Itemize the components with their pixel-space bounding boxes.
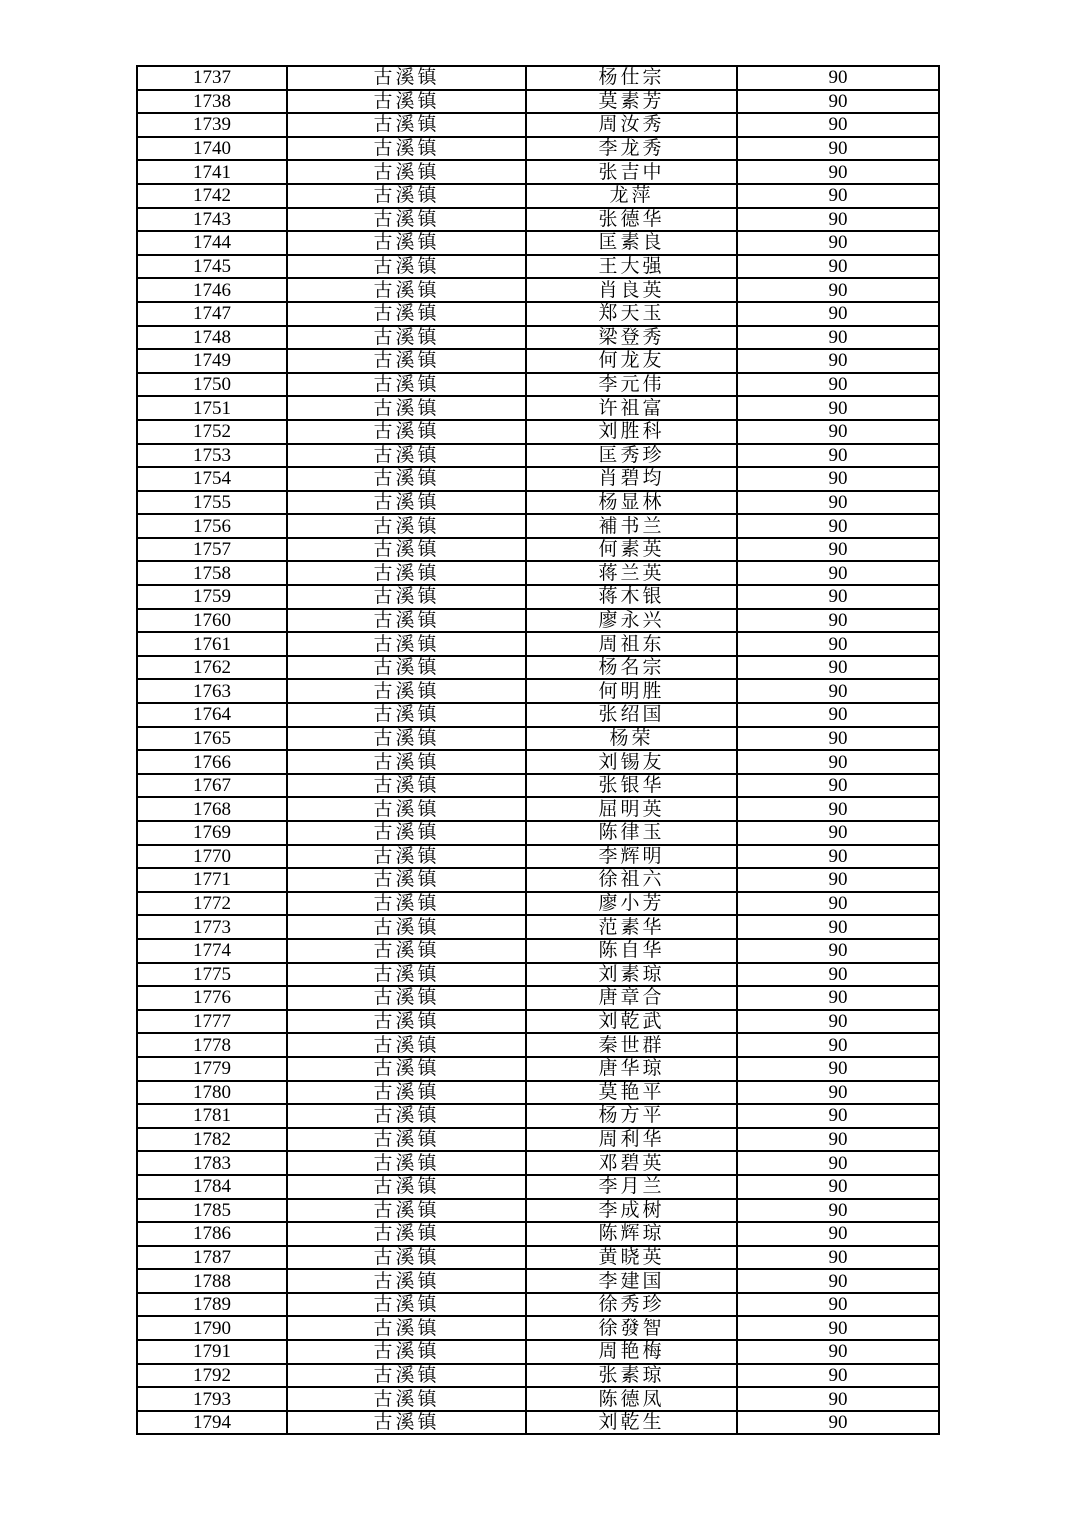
serial-number-cell: 1753 — [137, 444, 287, 468]
person-name-cell: 周祖东 — [526, 632, 737, 656]
town-cell: 古溪镇 — [287, 1293, 526, 1317]
score-cell: 90 — [737, 703, 939, 727]
town-cell: 古溪镇 — [287, 892, 526, 916]
person-name-cell: 范素华 — [526, 915, 737, 939]
serial-number-cell: 1793 — [137, 1387, 287, 1411]
score-cell: 90 — [737, 1151, 939, 1175]
town-cell: 古溪镇 — [287, 1199, 526, 1223]
table-row — [137, 66, 939, 90]
town-cell: 古溪镇 — [287, 373, 526, 397]
table-row — [137, 444, 939, 468]
table-row — [137, 326, 939, 350]
person-name-cell: 杨名宗 — [526, 656, 737, 680]
serial-number-cell: 1769 — [137, 821, 287, 845]
town-cell: 古溪镇 — [287, 797, 526, 821]
table-row — [137, 750, 939, 774]
town-cell: 古溪镇 — [287, 1316, 526, 1340]
table-row — [137, 467, 939, 491]
person-name-cell: 刘胜科 — [526, 420, 737, 444]
table-row — [137, 90, 939, 114]
person-name-cell: 张绍国 — [526, 703, 737, 727]
person-name-cell: 匡素良 — [526, 231, 737, 255]
score-cell: 90 — [737, 1246, 939, 1270]
person-name-cell: 肖良英 — [526, 278, 737, 302]
score-cell: 90 — [737, 727, 939, 751]
score-cell: 90 — [737, 656, 939, 680]
table-row — [137, 1293, 939, 1317]
person-name-cell: 何明胜 — [526, 679, 737, 703]
table-row — [137, 845, 939, 869]
score-cell: 90 — [737, 821, 939, 845]
table-row — [137, 939, 939, 963]
score-cell: 90 — [737, 326, 939, 350]
town-cell: 古溪镇 — [287, 467, 526, 491]
table-row — [137, 1010, 939, 1034]
serial-number-cell: 1757 — [137, 538, 287, 562]
person-name-cell: 補书兰 — [526, 514, 737, 538]
score-cell: 90 — [737, 561, 939, 585]
person-name-cell: 陈自华 — [526, 939, 737, 963]
table-row — [137, 656, 939, 680]
person-name-cell: 唐章合 — [526, 986, 737, 1010]
town-cell: 古溪镇 — [287, 208, 526, 232]
serial-number-cell: 1742 — [137, 184, 287, 208]
town-cell: 古溪镇 — [287, 1010, 526, 1034]
person-name-cell: 梁登秀 — [526, 326, 737, 350]
town-cell: 古溪镇 — [287, 113, 526, 137]
score-cell: 90 — [737, 278, 939, 302]
serial-number-cell: 1788 — [137, 1269, 287, 1293]
score-cell: 90 — [737, 915, 939, 939]
score-cell: 90 — [737, 491, 939, 515]
person-name-cell: 杨方平 — [526, 1104, 737, 1128]
score-cell: 90 — [737, 467, 939, 491]
town-cell: 古溪镇 — [287, 349, 526, 373]
person-name-cell: 周汝秀 — [526, 113, 737, 137]
score-cell: 90 — [737, 1010, 939, 1034]
table-row — [137, 1316, 939, 1340]
serial-number-cell: 1739 — [137, 113, 287, 137]
person-name-cell: 徐祖六 — [526, 868, 737, 892]
person-name-cell: 秦世群 — [526, 1033, 737, 1057]
score-cell: 90 — [737, 1033, 939, 1057]
person-name-cell: 张素琼 — [526, 1364, 737, 1388]
town-cell: 古溪镇 — [287, 90, 526, 114]
town-cell: 古溪镇 — [287, 396, 526, 420]
serial-number-cell: 1755 — [137, 491, 287, 515]
town-cell: 古溪镇 — [287, 160, 526, 184]
town-cell: 古溪镇 — [287, 1104, 526, 1128]
person-name-cell: 周艳梅 — [526, 1340, 737, 1364]
person-name-cell: 张德华 — [526, 208, 737, 232]
score-cell: 90 — [737, 255, 939, 279]
person-name-cell: 邓碧英 — [526, 1151, 737, 1175]
serial-number-cell: 1741 — [137, 160, 287, 184]
table-row — [137, 255, 939, 279]
person-name-cell: 屈明英 — [526, 797, 737, 821]
score-cell: 90 — [737, 231, 939, 255]
score-cell: 90 — [737, 373, 939, 397]
score-cell: 90 — [737, 90, 939, 114]
person-name-cell: 刘乾生 — [526, 1411, 737, 1435]
score-cell: 90 — [737, 939, 939, 963]
table-row — [137, 514, 939, 538]
town-cell: 古溪镇 — [287, 514, 526, 538]
table-row — [137, 208, 939, 232]
town-cell: 古溪镇 — [287, 679, 526, 703]
score-cell: 90 — [737, 396, 939, 420]
town-cell: 古溪镇 — [287, 66, 526, 90]
score-cell: 90 — [737, 137, 939, 161]
town-cell: 古溪镇 — [287, 939, 526, 963]
table-row — [137, 1199, 939, 1223]
person-name-cell: 陈辉琼 — [526, 1222, 737, 1246]
score-cell: 90 — [737, 349, 939, 373]
person-name-cell: 徐發智 — [526, 1316, 737, 1340]
table-row — [137, 868, 939, 892]
town-cell: 古溪镇 — [287, 561, 526, 585]
town-cell: 古溪镇 — [287, 1081, 526, 1105]
table-row — [137, 184, 939, 208]
serial-number-cell: 1778 — [137, 1033, 287, 1057]
person-name-cell: 郑天玉 — [526, 302, 737, 326]
score-cell: 90 — [737, 632, 939, 656]
score-cell: 90 — [737, 1104, 939, 1128]
town-cell: 古溪镇 — [287, 656, 526, 680]
score-cell: 90 — [737, 585, 939, 609]
serial-number-cell: 1775 — [137, 963, 287, 987]
table-row — [137, 1057, 939, 1081]
table-row — [137, 892, 939, 916]
score-cell: 90 — [737, 797, 939, 821]
table-row — [137, 585, 939, 609]
score-cell: 90 — [737, 892, 939, 916]
town-cell: 古溪镇 — [287, 420, 526, 444]
score-cell: 90 — [737, 1128, 939, 1152]
serial-number-cell: 1740 — [137, 137, 287, 161]
town-cell: 古溪镇 — [287, 632, 526, 656]
person-name-cell: 黄晓英 — [526, 1246, 737, 1270]
score-cell: 90 — [737, 160, 939, 184]
town-cell: 古溪镇 — [287, 1222, 526, 1246]
table-row — [137, 986, 939, 1010]
serial-number-cell: 1780 — [137, 1081, 287, 1105]
person-name-cell: 王大强 — [526, 255, 737, 279]
person-name-cell: 陈律玉 — [526, 821, 737, 845]
serial-number-cell: 1777 — [137, 1010, 287, 1034]
serial-number-cell: 1791 — [137, 1340, 287, 1364]
town-cell: 古溪镇 — [287, 986, 526, 1010]
town-cell: 古溪镇 — [287, 137, 526, 161]
serial-number-cell: 1745 — [137, 255, 287, 279]
serial-number-cell: 1746 — [137, 278, 287, 302]
town-cell: 古溪镇 — [287, 774, 526, 798]
score-cell: 90 — [737, 184, 939, 208]
score-cell: 90 — [737, 1293, 939, 1317]
town-cell: 古溪镇 — [287, 326, 526, 350]
person-name-cell: 肖碧均 — [526, 467, 737, 491]
table-row — [137, 915, 939, 939]
table-row — [137, 373, 939, 397]
table-row — [137, 609, 939, 633]
table-body — [137, 66, 939, 1434]
score-cell: 90 — [737, 774, 939, 798]
score-cell: 90 — [737, 514, 939, 538]
serial-number-cell: 1779 — [137, 1057, 287, 1081]
serial-number-cell: 1785 — [137, 1199, 287, 1223]
serial-number-cell: 1771 — [137, 868, 287, 892]
table-row — [137, 679, 939, 703]
table-row — [137, 561, 939, 585]
score-cell: 90 — [737, 208, 939, 232]
serial-number-cell: 1750 — [137, 373, 287, 397]
score-cell: 90 — [737, 1081, 939, 1105]
serial-number-cell: 1768 — [137, 797, 287, 821]
person-name-cell: 杨显林 — [526, 491, 737, 515]
table-row — [137, 1151, 939, 1175]
person-name-cell: 蒋兰英 — [526, 561, 737, 585]
town-cell: 古溪镇 — [287, 585, 526, 609]
score-cell: 90 — [737, 1411, 939, 1435]
serial-number-cell: 1794 — [137, 1411, 287, 1435]
person-name-cell: 李建国 — [526, 1269, 737, 1293]
serial-number-cell: 1786 — [137, 1222, 287, 1246]
town-cell: 古溪镇 — [287, 184, 526, 208]
score-cell: 90 — [737, 679, 939, 703]
serial-number-cell: 1744 — [137, 231, 287, 255]
table-row — [137, 420, 939, 444]
serial-number-cell: 1790 — [137, 1316, 287, 1340]
town-cell: 古溪镇 — [287, 609, 526, 633]
serial-number-cell: 1760 — [137, 609, 287, 633]
table-row — [137, 1387, 939, 1411]
score-cell: 90 — [737, 1057, 939, 1081]
serial-number-cell: 1782 — [137, 1128, 287, 1152]
town-cell: 古溪镇 — [287, 1057, 526, 1081]
person-name-cell: 李龙秀 — [526, 137, 737, 161]
town-cell: 古溪镇 — [287, 302, 526, 326]
serial-number-cell: 1761 — [137, 632, 287, 656]
town-cell: 古溪镇 — [287, 538, 526, 562]
table-row — [137, 1340, 939, 1364]
table-row — [137, 302, 939, 326]
town-cell: 古溪镇 — [287, 1340, 526, 1364]
score-cell: 90 — [737, 113, 939, 137]
score-cell: 90 — [737, 750, 939, 774]
town-cell: 古溪镇 — [287, 1387, 526, 1411]
serial-number-cell: 1751 — [137, 396, 287, 420]
person-name-cell: 陈德凤 — [526, 1387, 737, 1411]
score-cell: 90 — [737, 66, 939, 90]
score-cell: 90 — [737, 963, 939, 987]
serial-number-cell: 1759 — [137, 585, 287, 609]
score-cell: 90 — [737, 845, 939, 869]
serial-number-cell: 1763 — [137, 679, 287, 703]
town-cell: 古溪镇 — [287, 750, 526, 774]
person-name-cell: 李元伟 — [526, 373, 737, 397]
person-name-cell: 徐秀珍 — [526, 1293, 737, 1317]
town-cell: 古溪镇 — [287, 1128, 526, 1152]
serial-number-cell: 1758 — [137, 561, 287, 585]
person-name-cell: 莫艳平 — [526, 1081, 737, 1105]
person-name-cell: 李辉明 — [526, 845, 737, 869]
table-row — [137, 231, 939, 255]
serial-number-cell: 1748 — [137, 326, 287, 350]
table-row — [137, 538, 939, 562]
table-row — [137, 1175, 939, 1199]
town-cell: 古溪镇 — [287, 821, 526, 845]
table-row — [137, 1411, 939, 1435]
town-cell: 古溪镇 — [287, 1269, 526, 1293]
table-row — [137, 727, 939, 751]
person-name-cell: 廖小芳 — [526, 892, 737, 916]
person-name-cell: 李月兰 — [526, 1175, 737, 1199]
serial-number-cell: 1789 — [137, 1293, 287, 1317]
serial-number-cell: 1774 — [137, 939, 287, 963]
serial-number-cell: 1770 — [137, 845, 287, 869]
person-name-cell: 何素英 — [526, 538, 737, 562]
serial-number-cell: 1762 — [137, 656, 287, 680]
score-table — [136, 65, 940, 1435]
serial-number-cell: 1749 — [137, 349, 287, 373]
serial-number-cell: 1781 — [137, 1104, 287, 1128]
table-row — [137, 1246, 939, 1270]
town-cell: 古溪镇 — [287, 1411, 526, 1435]
person-name-cell: 莫素芳 — [526, 90, 737, 114]
score-cell: 90 — [737, 444, 939, 468]
score-cell: 90 — [737, 1387, 939, 1411]
table-row — [137, 160, 939, 184]
town-cell: 古溪镇 — [287, 231, 526, 255]
serial-number-cell: 1764 — [137, 703, 287, 727]
town-cell: 古溪镇 — [287, 444, 526, 468]
score-cell: 90 — [737, 986, 939, 1010]
serial-number-cell: 1754 — [137, 467, 287, 491]
serial-number-cell: 1792 — [137, 1364, 287, 1388]
person-name-cell: 唐华琼 — [526, 1057, 737, 1081]
town-cell: 古溪镇 — [287, 255, 526, 279]
person-name-cell: 张银华 — [526, 774, 737, 798]
score-cell: 90 — [737, 1199, 939, 1223]
person-name-cell: 许祖富 — [526, 396, 737, 420]
score-cell: 90 — [737, 1364, 939, 1388]
serial-number-cell: 1776 — [137, 986, 287, 1010]
score-cell: 90 — [737, 1175, 939, 1199]
person-name-cell: 蒋木银 — [526, 585, 737, 609]
person-name-cell: 龙萍 — [526, 184, 737, 208]
score-cell: 90 — [737, 1316, 939, 1340]
person-name-cell: 杨荣 — [526, 727, 737, 751]
serial-number-cell: 1787 — [137, 1246, 287, 1270]
table-row — [137, 278, 939, 302]
table-row — [137, 703, 939, 727]
serial-number-cell: 1737 — [137, 66, 287, 90]
serial-number-cell: 1773 — [137, 915, 287, 939]
serial-number-cell: 1765 — [137, 727, 287, 751]
person-name-cell: 何龙友 — [526, 349, 737, 373]
table-row — [137, 1364, 939, 1388]
score-cell: 90 — [737, 1269, 939, 1293]
table-row — [137, 113, 939, 137]
table-row — [137, 797, 939, 821]
table-row — [137, 632, 939, 656]
person-name-cell: 刘锡友 — [526, 750, 737, 774]
town-cell: 古溪镇 — [287, 491, 526, 515]
person-name-cell: 杨仕宗 — [526, 66, 737, 90]
person-name-cell: 张吉中 — [526, 160, 737, 184]
table-row — [137, 821, 939, 845]
score-cell: 90 — [737, 1340, 939, 1364]
town-cell: 古溪镇 — [287, 1246, 526, 1270]
serial-number-cell: 1772 — [137, 892, 287, 916]
serial-number-cell: 1766 — [137, 750, 287, 774]
serial-number-cell: 1756 — [137, 514, 287, 538]
person-name-cell: 李成树 — [526, 1199, 737, 1223]
table-row — [137, 137, 939, 161]
person-name-cell: 周利华 — [526, 1128, 737, 1152]
score-cell: 90 — [737, 538, 939, 562]
score-cell: 90 — [737, 302, 939, 326]
table-row — [137, 396, 939, 420]
serial-number-cell: 1747 — [137, 302, 287, 326]
table-row — [137, 1128, 939, 1152]
person-name-cell: 刘乾武 — [526, 1010, 737, 1034]
serial-number-cell: 1738 — [137, 90, 287, 114]
town-cell: 古溪镇 — [287, 1033, 526, 1057]
town-cell: 古溪镇 — [287, 915, 526, 939]
serial-number-cell: 1752 — [137, 420, 287, 444]
table-row — [137, 491, 939, 515]
table-row — [137, 1222, 939, 1246]
table-row — [137, 774, 939, 798]
town-cell: 古溪镇 — [287, 868, 526, 892]
score-cell: 90 — [737, 1222, 939, 1246]
table-row — [137, 1033, 939, 1057]
serial-number-cell: 1784 — [137, 1175, 287, 1199]
town-cell: 古溪镇 — [287, 963, 526, 987]
score-cell: 90 — [737, 609, 939, 633]
person-name-cell: 廖永兴 — [526, 609, 737, 633]
table-row — [137, 1104, 939, 1128]
person-name-cell: 匡秀珍 — [526, 444, 737, 468]
person-name-cell: 刘素琼 — [526, 963, 737, 987]
town-cell: 古溪镇 — [287, 845, 526, 869]
score-cell: 90 — [737, 868, 939, 892]
table-row — [137, 1269, 939, 1293]
town-cell: 古溪镇 — [287, 278, 526, 302]
town-cell: 古溪镇 — [287, 1151, 526, 1175]
table-row — [137, 963, 939, 987]
town-cell: 古溪镇 — [287, 1175, 526, 1199]
serial-number-cell: 1783 — [137, 1151, 287, 1175]
serial-number-cell: 1743 — [137, 208, 287, 232]
score-cell: 90 — [737, 420, 939, 444]
serial-number-cell: 1767 — [137, 774, 287, 798]
town-cell: 古溪镇 — [287, 703, 526, 727]
table-row — [137, 349, 939, 373]
town-cell: 古溪镇 — [287, 727, 526, 751]
town-cell: 古溪镇 — [287, 1364, 526, 1388]
table-row — [137, 1081, 939, 1105]
